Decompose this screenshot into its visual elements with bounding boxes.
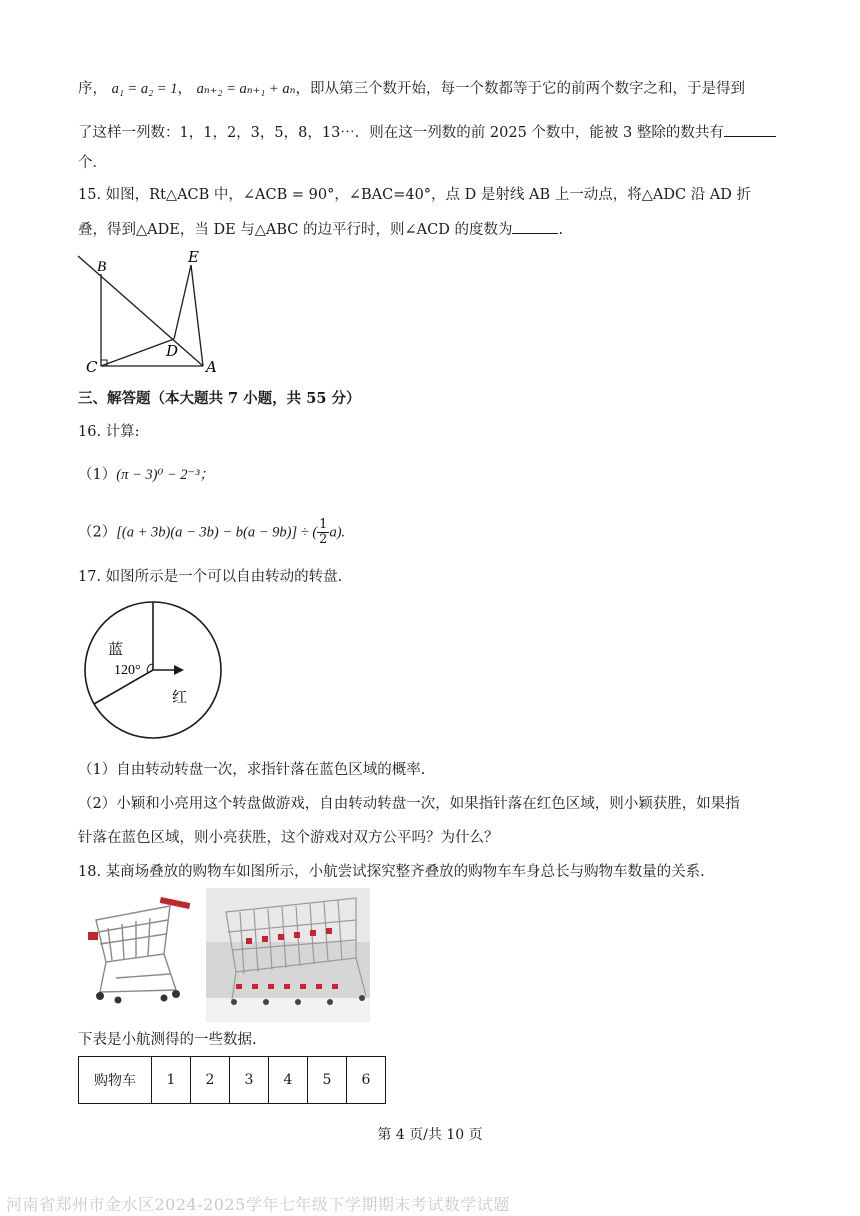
q16-p2-expr-a: [(a + 3b)(a − 3b) − b(a − 9b)] ÷ ( — [116, 524, 318, 541]
q17-title: 17. 如图所示是一个可以自由转动的转盘. — [78, 569, 343, 585]
page-footer: 第 4 页/共 10 页 — [377, 1127, 483, 1143]
segment-de — [174, 265, 191, 339]
table-cell: 1 — [152, 1057, 191, 1104]
label-b: B — [97, 259, 107, 275]
q15-line2-text: 叠，得到△ADE，当 DE 与△ABC 的边平行时，则∠ACD 的度数为 — [78, 222, 513, 238]
q14-answer-blank — [724, 122, 776, 137]
label-d: D — [166, 342, 179, 360]
q14-line2 — [78, 122, 776, 143]
table-cell: 4 — [269, 1057, 308, 1104]
q15-line1: 15. 如图，Rt△ACB 中，∠ACB = 90°，∠BAC=40°，点 D 是射线 AB 上一动点，将△ADC 沿 AD 折 — [78, 187, 752, 203]
q14-line1-pre: 序， — [78, 81, 107, 97]
frac-numerator: 1 — [319, 517, 328, 532]
table-header-cell: 购物车 — [79, 1057, 152, 1104]
table-cell: 3 — [230, 1057, 269, 1104]
q14-formula-initial: a₁ = a₂ = 1 — [111, 81, 178, 97]
q15-triangle-figure — [70, 248, 230, 378]
q15-answer-blank — [512, 219, 558, 234]
stacked-carts-photo — [206, 888, 370, 1022]
q14-sep: ， — [177, 81, 193, 97]
q18-data-table — [78, 1056, 386, 1104]
frac-denominator: 2 — [319, 532, 328, 547]
table-cell: 6 — [347, 1057, 386, 1104]
table-cell: 5 — [308, 1057, 347, 1104]
q16-part2 — [78, 518, 345, 547]
q16-title: 16. 计算: — [78, 424, 140, 440]
q15-line2-end: . — [558, 222, 564, 238]
q16-p1-label: （1） — [78, 467, 117, 483]
q14-line1-post: ，即从第三个数开始，每一个数都等于它的前两个数字之和，于是得到 — [295, 81, 745, 97]
label-blue: 蓝 — [108, 640, 124, 658]
segment-cd — [101, 339, 174, 366]
q14-line1 — [78, 79, 745, 99]
section3-title: 三、解答题（本大题共 7 小题，共 55 分） — [78, 390, 361, 407]
pointer-arrowhead-icon — [174, 665, 184, 675]
label-red: 红 — [172, 688, 188, 706]
label-e: E — [188, 248, 199, 266]
cart-basket-outline — [96, 906, 170, 962]
q18-title: 18. 某商场叠放的购物车如图所示，小航尝试探究整齐叠放的购物车车身总长与购物车数量的关系. — [78, 864, 705, 880]
q16-p2-label: （2） — [78, 524, 117, 541]
table-cell: 2 — [191, 1057, 230, 1104]
q17-part2-line2: 针落在蓝色区域，则小亮获胜，这个游戏对双方公平吗？为什么？ — [78, 830, 499, 846]
label-c: C — [86, 358, 98, 376]
watermark-text: 河南省郑州市金水区2024-2025学年七年级下学期期末考试数学试题 — [6, 1195, 510, 1214]
shopping-cart-photo — [78, 892, 196, 1010]
table-row — [79, 1057, 386, 1104]
q16-p2-expr-b: a). — [329, 524, 346, 541]
q16-p2-fraction — [317, 518, 329, 547]
label-angle: 120° — [114, 663, 141, 678]
q14-line2-text: 了这样一列数：1，1，2，3，5，8，13⋯．则在这一列数的前 2025 个数中，能被 3 整除的数共有 — [78, 125, 724, 141]
cart-bumper — [88, 932, 98, 940]
q17-part2-line1: （2）小颖和小亮用这个转盘做游戏，自由转动转盘一次，如果指针落在红色区域，则小颖获胜，如果指 — [78, 796, 740, 812]
segment-ea — [191, 265, 203, 366]
label-a: A — [206, 358, 217, 376]
q18-table-intro: 下表是小航测得的一些数据. — [78, 1032, 257, 1048]
q17-part1: （1）自由转动转盘一次，求指针落在蓝色区域的概率. — [78, 762, 426, 778]
q16-part1 — [78, 465, 214, 485]
q14-line3: 个． — [78, 155, 107, 171]
q16-p1-expr: (π − 3)⁰ − 2⁻³； — [116, 467, 215, 483]
q17-spinner-figure — [74, 600, 234, 742]
q15-line2 — [78, 219, 563, 240]
q14-formula-recurrence: aₙ₊₂ = aₙ₊₁ + aₙ — [196, 81, 296, 97]
